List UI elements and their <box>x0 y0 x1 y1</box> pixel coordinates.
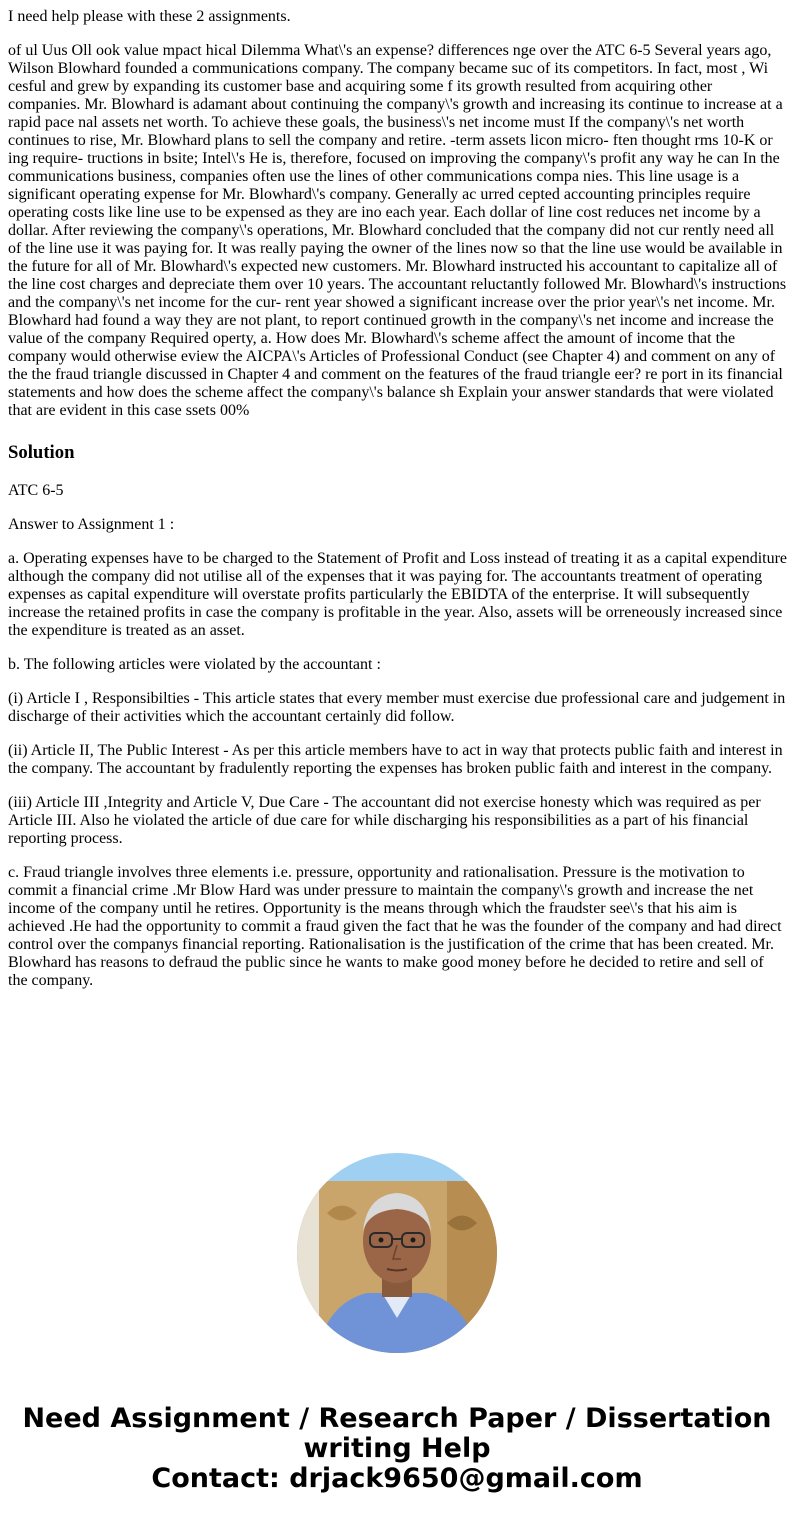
promo-line-2: writing Help <box>303 1433 491 1464</box>
tutor-photo <box>297 1153 497 1353</box>
question-body: of ul Uus Oll ook value mpact hical Dilemma What\'s an expense? differences nge over the ATC 6-5 Several years ago, Wilson Blowhard founded a communications company. The company became suc of its competitors. In fact, most , Wi cesful and grew by expanding its customer base and acquiring some f its growth resulted from acquiring other companies. Mr. Blowhard is adamant about continuing the company\'s growth and increasing its continue to increase at a rapid pace nal assets net worth. To achieve these goals, the business\'s net income must If the company\'s net worth continues to rise, Mr. Blowhard plans to sell the company and retire. -term assets licon micro- ften thought rms 10-K or ing require- tructions in bsite; Intel\'s He is, therefore, focused on improving the company\'s profit any way he can In the communications business, companies often use the lines of other communications compa nies. This line usage is a significant operating expense for Mr. Blowhard\'s company. Generally ac urred cepted accounting principles require operating costs like line use to be expensed as they are ino each year. Each dollar of line cost reduces net income by a dollar. After reviewing the company\'s operations, Mr. Blowhard concluded that the company did not cur rently need all of the line use it was paying for. It was really paying the owner of the lines now so that the line use would be available in the future for all of Mr. Blowhard\'s expected new customers. Mr. Blowhard instructed his accountant to capitalize all of the line cost charges and depreciate them over 10 years. The accountant reluctantly followed Mr. Blowhard\'s instructions and the company\'s net income for the cur- rent year showed a significant increase over the prior year\'s net income. Mr. Blowhard had found a way they are not plant, to report continued growth in the company\'s net income and increase the value of the company Required operty, a. How does Mr. Blowhard\'s scheme affect the amount of income that the company would otherwise eview the AICPA\'s Articles of Professional Conduct (see Chapter 4) and comment on any of the the fraud triangle discussed in Chapter 4 and comment on the features of the fraud triangle eer? re port in its financial statements and how does the scheme affect the company\'s balance sh Explain your answer standards that were violated that are evident in this case ssets 00% <box>8 42 787 419</box>
solution-heading: Solution <box>8 442 75 463</box>
solution-paragraph: (iii) Article III ,Integrity and Article V, Due Care - The accountant did not exercise honesty which was required as per Article III. Also he violated the article of due care for while discharging his responsibilities as a part of his financial reporting process. <box>8 794 761 847</box>
solution-paragraph: Answer to Assignment 1 : <box>8 516 175 533</box>
solution-paragraph: c. Fraud triangle involves three elements i.e. pressure, opportunity and rationalisation. Pressure is the motivation to commit a financial crime .Mr Blow Hard was under pressure to maintain the company\'s growth and increase the net income of the company until he retires. Opportunity is the means through which the fraudster see\'s that his aim is achieved .He had the opportunity to commit a fraud given the fact that he was the founder of the company and had direct control over the companys financial reporting. Rationalisation is the justification of the crime that has been created. Mr. Blowhard has reasons to defraud the public since he wants to make good money before he decided to retire and sell of the company. <box>8 864 782 989</box>
document-content <box>8 8 787 1006</box>
solution-paragraph: ATC 6-5 <box>8 482 64 499</box>
tutor-portrait-image <box>297 1153 497 1353</box>
solution-paragraph: (i) Article I , Responsibilties - This article states that every member must exercise due professional care and judgement in discharge of their activities which the accountant certainly did follow. <box>8 690 786 725</box>
question-intro: I need help please with these 2 assignments. <box>8 8 291 25</box>
promo-banner <box>0 1404 794 1494</box>
solution-paragraph: b. The following articles were violated by the accountant : <box>8 656 381 673</box>
promo-contact-email: Contact: drjack9650@gmail.com <box>151 1463 643 1494</box>
solution-paragraph: (ii) Article II, The Public Interest - As per this article members have to act in way that protects public faith and interest in the company. The accountant by fradulently reporting the expenses has broken public faith and interest in the company. <box>8 742 783 777</box>
solution-paragraph: a. Operating expenses have to be charged to the Statement of Profit and Loss instead of treating it as a capital expenditure although the company did not utilise all of the expenses that it was paying for. The accountants treatment of operating expenses as capital expenditure will overstate profits particularly the EBIDTA of the enterprise. It will subsequently increase the retained profits in case the company is profitable in the year. Also, assets will be orreneously increased since the expenditure is treated as an asset. <box>8 550 788 639</box>
promo-line-1: Need Assignment / Research Paper / Dissertation <box>22 1403 772 1434</box>
